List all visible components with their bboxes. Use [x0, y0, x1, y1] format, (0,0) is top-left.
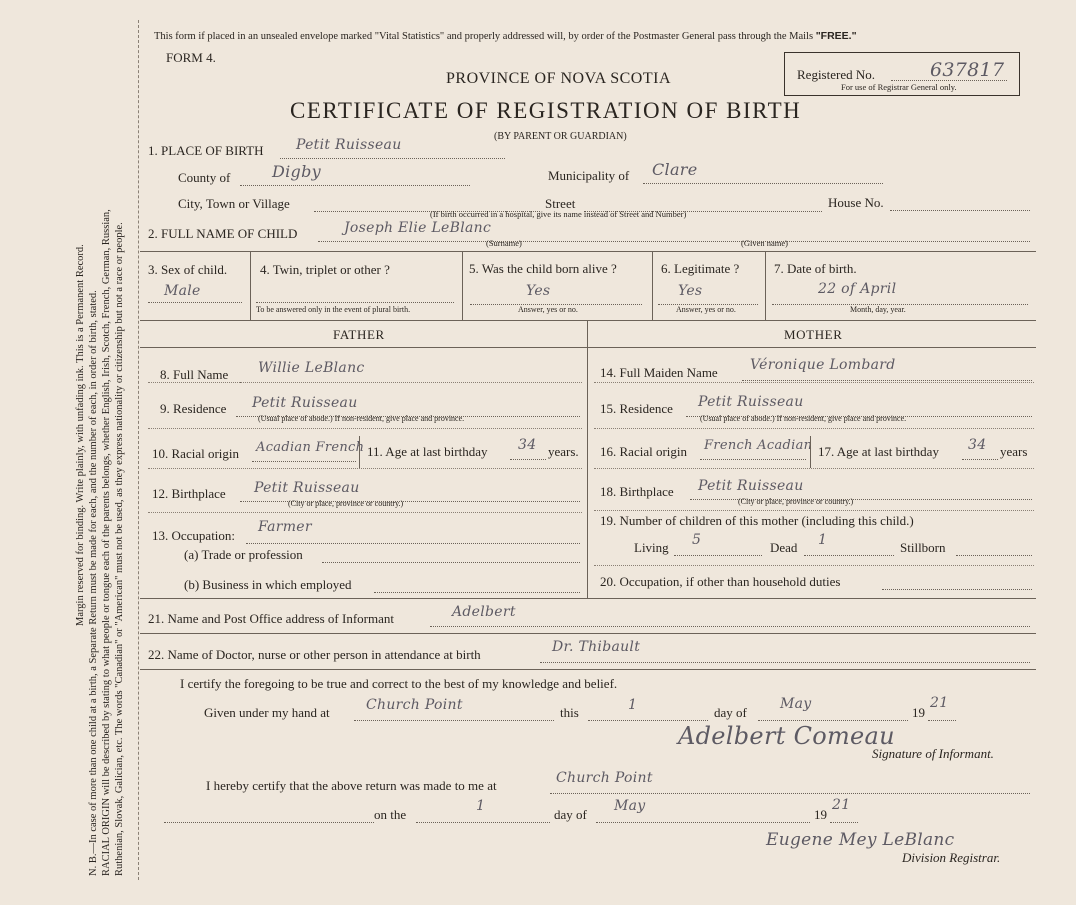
- mother-row-sep-4: [594, 510, 1034, 511]
- margin-line-3: RACIAL ORIGIN will be described by stating to what people or tongue each of the parents belongs, whether English, Irish, Scotch, French, German, Russian,: [101, 209, 112, 876]
- row3-divider-2: [462, 251, 463, 320]
- this-label: this: [560, 705, 579, 720]
- alive-value: Yes: [526, 283, 551, 299]
- twin-line: [256, 290, 454, 303]
- margin-line-1: Margin reserved for binding. Write plainly, with unfading ink. This is a Permanent Record.: [75, 244, 86, 626]
- mail-notice: [154, 30, 857, 42]
- mother-row-sep-1: [594, 382, 1034, 383]
- page-subtitle: (BY PARENT OR GUARDIAN): [494, 131, 627, 142]
- registrar-label: Division Registrar.: [902, 850, 1001, 865]
- doctor-value: Dr. Thibault: [552, 639, 641, 655]
- father-occupation-value: Farmer: [258, 519, 312, 535]
- page-title: CERTIFICATE OF REGISTRATION OF BIRTH: [290, 98, 802, 123]
- father-heading: FATHER: [333, 327, 385, 342]
- mother-heading: MOTHER: [784, 327, 843, 342]
- legitimate-label: 6. Legitimate ?: [661, 261, 740, 276]
- sex-value: Male: [164, 283, 201, 299]
- year-prefix: 19: [912, 705, 925, 720]
- informant-signature-label: Signature of Informant.: [872, 746, 994, 761]
- date-of-birth-value: 22 of April: [818, 281, 897, 297]
- margin-line-4: Ruthenian, Slovak, Galician, etc. The words "Canadian" or "American" must not be used, as they express nationality or citizenship but not a race or people.: [114, 222, 125, 876]
- return-month-value: May: [614, 798, 646, 814]
- father-row-sep-4: [148, 512, 582, 513]
- father-age-label: 11. Age at last birthday: [367, 444, 488, 459]
- return-year-prefix: 19: [814, 807, 827, 822]
- registered-label: Registered No.: [797, 67, 875, 82]
- row3-top-rule: [140, 251, 1036, 252]
- dead-value: 1: [818, 532, 828, 548]
- mother-age-value: 34: [968, 437, 987, 453]
- city-label: City, Town or Village: [178, 196, 290, 211]
- legitimate-value: Yes: [678, 283, 703, 299]
- stillborn-label: Stillborn: [900, 540, 946, 555]
- return-place-value: Church Point: [556, 770, 653, 786]
- legitimate-line: [658, 292, 758, 305]
- alive-note: Answer, yes or no.: [518, 305, 578, 314]
- twin-label: 4. Twin, triplet or other ?: [260, 262, 390, 277]
- informant-value: Adelbert: [452, 604, 516, 620]
- mother-occupation-line: [882, 577, 1032, 590]
- trade-label: (a) Trade or profession: [184, 547, 303, 562]
- on-the-label: on the: [374, 807, 407, 822]
- this-day-line: [588, 708, 708, 721]
- binding-rule: [138, 20, 139, 880]
- day-of-label: day of: [714, 705, 747, 720]
- mail-notice-text: This form if placed in an unsealed envelope marked "Vital Statistics" and properly addressed will, by order of the Postmaster General pass through the Mails: [154, 31, 814, 42]
- father-row-sep-3: [148, 468, 582, 469]
- father-row-sep-1: [148, 382, 582, 383]
- child-name-label: 2. FULL NAME OF CHILD: [148, 226, 298, 241]
- date-of-birth-label: 7. Date of birth.: [774, 261, 857, 276]
- row3-divider-4: [765, 251, 766, 320]
- margin-instructions: [74, 16, 126, 876]
- street-label: Street: [545, 196, 576, 211]
- this-day-value: 1: [628, 697, 638, 713]
- parents-divider: [587, 320, 588, 598]
- children-count-label: 19. Number of children of this mother (including this child.): [600, 513, 914, 528]
- mother-row-sep-2: [594, 428, 1034, 429]
- mother-birthplace-value: Petit Ruisseau: [698, 478, 804, 494]
- trade-line: [322, 550, 580, 563]
- father-name-value: Willie LeBlanc: [258, 360, 365, 376]
- month-value: May: [780, 696, 812, 712]
- informant-signature: Adelbert Comeau: [678, 722, 895, 750]
- given-place-value: Church Point: [366, 697, 463, 713]
- place-of-birth-label: 1. PLACE OF BIRTH: [148, 143, 264, 158]
- doctor-label: 22. Name of Doctor, nurse or other person in attendance at birth: [148, 647, 481, 662]
- municipality-value: Clare: [652, 160, 698, 179]
- business-line: [374, 580, 580, 593]
- mother-birthplace-note: (City or place, province or country.): [738, 497, 854, 506]
- father-racial-divider: [359, 436, 360, 468]
- municipality-label: Municipality of: [548, 168, 630, 183]
- father-years: years.: [548, 444, 579, 459]
- place-of-birth-value: Petit Ruisseau: [296, 137, 402, 153]
- year-value: 21: [930, 695, 949, 711]
- living-line: [674, 543, 762, 556]
- row3-divider-3: [652, 251, 653, 320]
- father-birthplace-note: (City or place, province or country.): [288, 499, 404, 508]
- twin-note: To be answered only in the event of plural birth.: [256, 305, 411, 314]
- stillborn-line: [956, 543, 1032, 556]
- house-label: House No.: [828, 195, 884, 210]
- date-of-birth-line: [772, 292, 1028, 305]
- mother-years: years: [1000, 444, 1028, 459]
- surname-note: (Surname): [486, 238, 522, 248]
- return-year-value: 21: [832, 797, 851, 813]
- dead-label: Dead: [770, 540, 798, 555]
- child-name-value: Joseph Elie LeBlanc: [344, 220, 492, 236]
- row3-divider-1: [250, 251, 251, 320]
- informant-top-rule: [140, 598, 1036, 599]
- father-occupation-label: 13. Occupation:: [152, 528, 236, 543]
- registered-number: 637817: [930, 59, 1005, 81]
- hospital-note: (If birth occurred in a hospital, give its name instead of Street and Number): [430, 209, 687, 219]
- father-residence-value: Petit Ruisseau: [252, 395, 358, 411]
- mother-residence-value: Petit Ruisseau: [698, 394, 804, 410]
- father-racial-value: Acadian French: [256, 440, 365, 455]
- sex-label: 3. Sex of child.: [148, 262, 228, 277]
- mother-row-sep-3: [594, 468, 1034, 469]
- mother-name-value: Véronique Lombard: [750, 357, 896, 373]
- row3-bottom-rule: [140, 320, 1036, 321]
- father-birthplace-value: Petit Ruisseau: [254, 480, 360, 496]
- mother-racial-divider: [810, 436, 811, 468]
- certify-top-rule: [140, 669, 1036, 670]
- informant-label: 21. Name and Post Office address of Informant: [148, 611, 394, 626]
- given-label: Given under my hand at: [204, 705, 330, 720]
- registrar-signature: Eugene Mey LeBlanc: [766, 830, 955, 850]
- free-label: "FREE.": [815, 30, 857, 42]
- date-of-birth-note: Month, day, year.: [850, 305, 906, 314]
- legitimate-note: Answer, yes or no.: [676, 305, 736, 314]
- mother-residence-note: (Usual place of abode.) If non-resident, give place and province.: [700, 414, 907, 423]
- father-racial-label: 10. Racial origin: [152, 446, 240, 461]
- mother-birthplace-label: 18. Birthplace: [600, 484, 674, 499]
- certify-statement: I certify the foregoing to be true and correct to the best of my knowledge and belief.: [180, 676, 618, 691]
- mother-name-label: 14. Full Maiden Name: [600, 365, 718, 380]
- alive-label: 5. Was the child born alive ?: [469, 261, 617, 276]
- mother-occupation-label: 20. Occupation, if other than household duties: [600, 574, 841, 589]
- father-name-label: 8. Full Name: [160, 367, 229, 382]
- mother-racial-label: 16. Racial origin: [600, 444, 688, 459]
- father-residence-note: (Usual place of abode.) If non-resident, give place and province.: [258, 414, 465, 423]
- alive-line: [470, 292, 642, 305]
- form-number: FORM 4.: [166, 50, 216, 65]
- mother-racial-value: French Acadian: [704, 438, 813, 453]
- province-heading: PROVINCE OF NOVA SCOTIA: [446, 70, 672, 87]
- living-label: Living: [634, 540, 669, 555]
- county-label: County of: [178, 170, 231, 185]
- return-place-line-2: [164, 810, 374, 823]
- margin-line-2: N. B.—In case of more than one child at a birth, a Separate Return must be made for each, and the number of each, in order of birth, stated.: [88, 290, 99, 876]
- registration-box: [784, 52, 1020, 96]
- given-name-note: (Given name): [741, 238, 788, 248]
- return-day-of-label: day of: [554, 807, 587, 822]
- informant-line: [430, 614, 1030, 627]
- return-label: I hereby certify that the above return was made to me at: [206, 778, 497, 793]
- doctor-top-rule: [140, 633, 1036, 634]
- mother-residence-label: 15. Residence: [600, 401, 673, 416]
- registrar-use-note: For use of Registrar General only.: [841, 82, 957, 92]
- father-residence-label: 9. Residence: [160, 401, 227, 416]
- return-day-value: 1: [476, 798, 486, 814]
- mother-row-sep-5: [594, 565, 1034, 566]
- house-line: [890, 198, 1030, 211]
- business-label: (b) Business in which employed: [184, 577, 352, 592]
- father-age-value: 34: [518, 437, 537, 453]
- mother-age-label: 17. Age at last birthday: [818, 444, 939, 459]
- parents-header-rule: [140, 347, 1036, 348]
- father-birthplace-label: 12. Birthplace: [152, 486, 226, 501]
- county-value: Digby: [272, 162, 321, 181]
- living-value: 5: [692, 532, 702, 548]
- father-row-sep-2: [148, 428, 582, 429]
